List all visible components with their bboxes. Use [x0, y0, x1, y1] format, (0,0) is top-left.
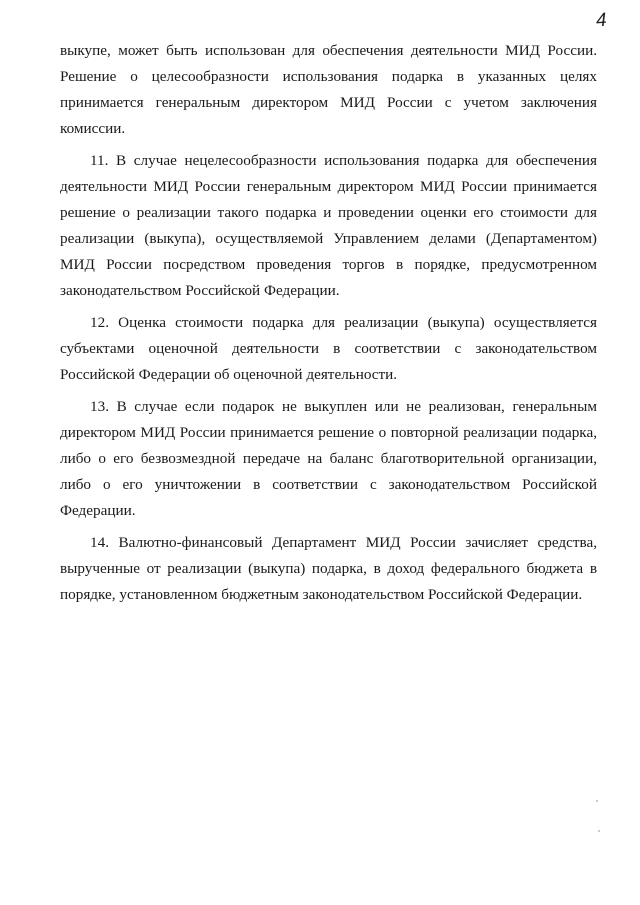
- scan-speck: [596, 800, 598, 802]
- document-body: [60, 38, 597, 614]
- page-number: 4: [595, 9, 608, 32]
- paragraph-11: 11. В случае нецелесообразности использования подарка для обеспечения деятельности МИД России генеральным директором МИД России принимается решение о реализации такого подарка и проведении оценки его стоимости для реализации (выкупа), осуществляемой Управлением делами (Департаментом) МИД России посредством проведения торгов в порядке, предусмотренном законодательством Российской Федерации.: [60, 152, 597, 299]
- paragraph-14: 14. Валютно-финансовый Департамент МИД России зачисляет средства, вырученные от реализации (выкупа) подарка, в доход федерального бюджета в порядке, установленном бюджетным законодательством Российской Федерации.: [60, 534, 597, 603]
- paragraph-13: 13. В случае если подарок не выкуплен или не реализован, генеральным директором МИД России принимается решение о повторной реализации подарка, либо о его безвозмездной передаче на баланс благотворительной организации, либо о его уничтожении в соответствии с законодательством Российской Федерации.: [60, 398, 597, 519]
- scan-speck: [598, 830, 600, 832]
- paragraph-12: 12. Оценка стоимости подарка для реализации (выкупа) осуществляется субъектами оценочной деятельности в соответствии с законодательством Российской Федерации об оценочной деятельности.: [60, 314, 597, 383]
- paragraph-continuation: выкупе, может быть использован для обеспечения деятельности МИД России. Решение о целесообразности использования подарка в указанных целях принимается генеральным директором МИД России с учетом заключения комиссии.: [60, 42, 597, 137]
